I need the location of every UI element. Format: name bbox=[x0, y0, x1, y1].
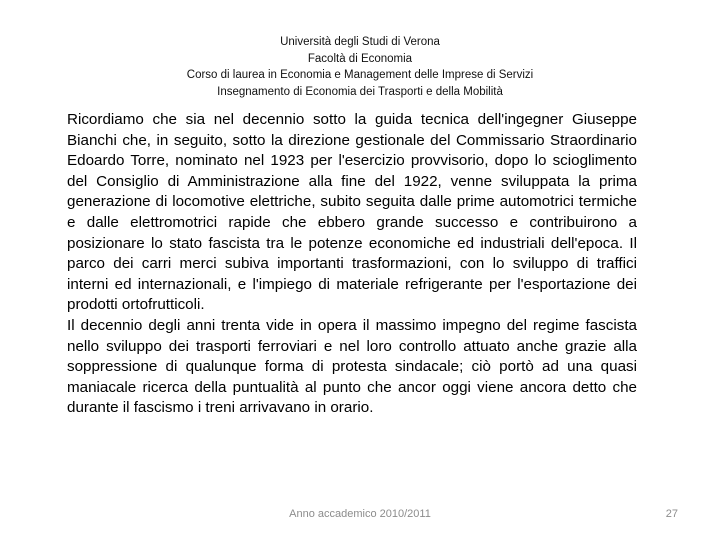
faculty-name: Facoltà di Economia bbox=[307, 52, 413, 65]
course-name: Corso di laurea in Economia e Management delle Imprese di Servizi bbox=[186, 69, 534, 81]
slide-header bbox=[60, 34, 660, 100]
page-number: 27 bbox=[665, 508, 678, 520]
teaching-name: Insegnamento di Economia dei Trasporti e della Mobilità bbox=[217, 85, 503, 98]
academic-year-footer: Anno accademico 2010/2011 bbox=[289, 508, 431, 520]
slide-body bbox=[67, 110, 637, 419]
body-paragraph-2: Il decennio degli anni trenta vide in opera il massimo impegno del regime fascista nello sviluppo dei trasporti ferroviari e nel loro controllo attuato anche grazie alla soppressione di qualunque forma di protesta sindacale; ciò portò ad una quasi maniacale ricerca della puntualità al punto che ancor oggi viene ancora detto che durante il fascismo i treni arrivavano in orario. bbox=[67, 316, 637, 417]
body-paragraph-1: Ricordiamo che sia nel decennio sotto la guida tecnica dell'ingegner Giuseppe Bianchi che, in seguito, sotto la direzione gestionale del Commissario Straordinario Edoardo Torre, nominato nel 1923 per l'esercizio provvisorio, dopo lo scioglimento del Consiglio di Amministrazione alla fine del 1922, venne sviluppata la prima generazione di locomotive elettriche, subito seguita dalle prime automotrici termiche e dalle elettromotrici rapide che ebbero grande successo e contribuirono a posizionare lo stato fascista tra le potenze economiche ed industriali dell'epoca. Il parco dei carri merci subiva importanti trasformazioni, con lo sviluppo di traffici interni ed internazionali, e l'impiego di materiale refrigerante per l'esportazione dei prodotti ortofrutticoli. bbox=[67, 111, 637, 314]
university-name: Università degli Studi di Verona bbox=[280, 36, 440, 48]
